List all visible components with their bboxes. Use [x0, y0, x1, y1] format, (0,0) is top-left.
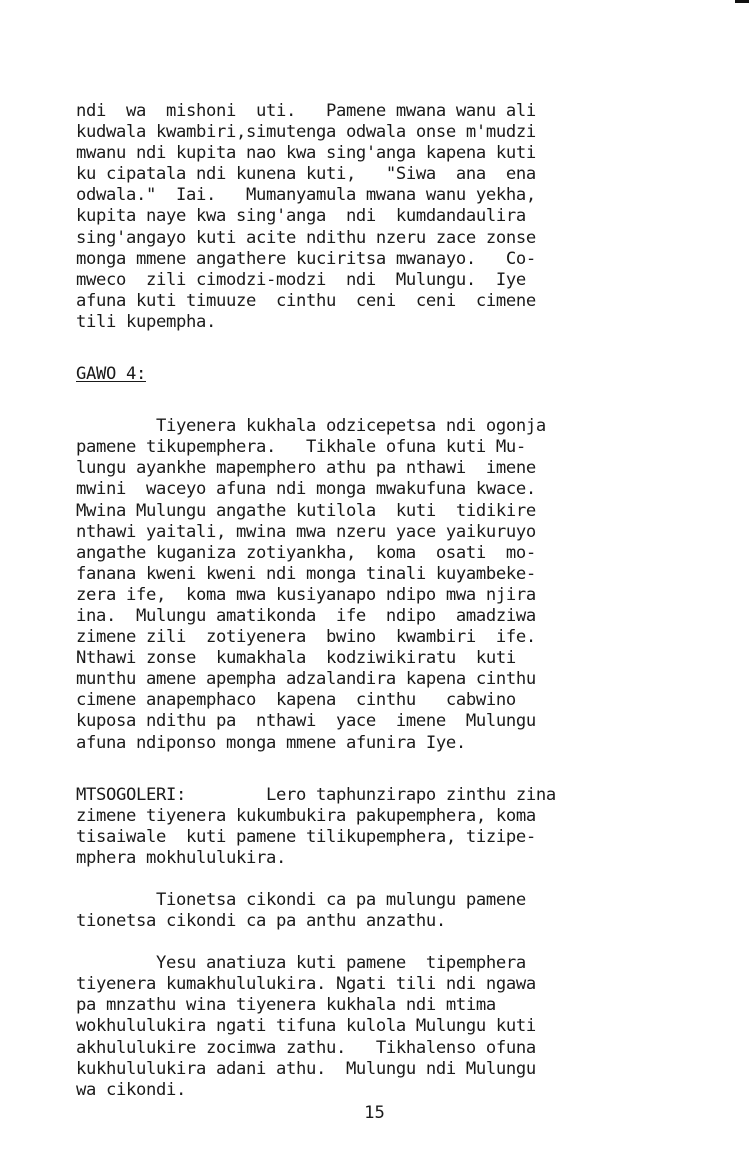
text-line: lungu ayankhe mapemphero athu pa nthawi imene [76, 458, 536, 479]
text-line: angathe kuganiza zotiyankha, koma osati mo- [76, 542, 536, 563]
text-line: kuposa ndithu pa nthawi yace imene Mulungu [76, 711, 536, 732]
text-line: wokhululukira ngati tifuna kulola Mulungu kuti [76, 1016, 536, 1037]
text-line: Tiyenera kukhala odzicepetsa ndi ogonja [76, 416, 546, 437]
paragraph-5 [76, 953, 656, 1101]
document-page [76, 101, 656, 1101]
text-line: afuna ndiponso monga mmene afunira Iye. [76, 732, 466, 753]
text-line: cimene anapemphaco kapena cinthu cabwino [76, 690, 516, 711]
text-line: mweco zili cimodzi-modzi ndi Mulungu. Iye [76, 269, 526, 290]
text-line: sing'angayo kuti acite ndithu nzeru zace zonse [76, 227, 536, 248]
text-line: Tionetsa cikondi ca pa mulungu pamene [76, 890, 526, 910]
text-line: kukhululukira adani athu. Mulungu ndi Mulungu [76, 1058, 536, 1079]
text-line: mwanu ndi kupita nao kwa sing'anga kapena kuti [76, 143, 536, 164]
text-line: MTSOGOLERI: Lero taphunzirapo zinthu zina [76, 784, 556, 805]
text-line: mphera mokhululukira. [76, 847, 286, 868]
text-line: kupita naye kwa sing'anga ndi kumdandaulira [76, 206, 526, 227]
text-line: munthu amene apempha adzalandira kapena cinthu [76, 669, 536, 690]
text-line: tiyenera kumakhululukira. Ngati tili ndi ngawa [76, 974, 536, 995]
text-line: mwini waceyo afuna ndi monga mwakufuna kwace. [76, 479, 536, 500]
text-line: ndi wa mishoni uti. Pamene mwana wanu ali [76, 101, 536, 121]
text-line: odwala." Iai. Mumanyamula mwana wanu yekha, [76, 185, 536, 206]
text-line: ina. Mulungu amatikonda ife ndipo amadziwa [76, 605, 536, 626]
page-edge-mark [735, 0, 749, 3]
paragraph-3 [76, 785, 656, 869]
text-line: fanana kweni kweni ndi monga tinali kuyambeke- [76, 563, 536, 584]
text-line: zera ife, koma mwa kusiyanapo ndipo mwa njira [76, 584, 536, 605]
text-line: pamene tikupemphera. Tikhale ofuna kuti Mu- [76, 437, 526, 458]
text-line: ku cipatala ndi kunena kuti, "Siwa ana ena [76, 164, 536, 185]
text-line: Mwina Mulungu angathe kutilola kuti tidikire [76, 500, 536, 521]
text-line: kudwala kwambiri,simutenga odwala onse m'mudzi [76, 122, 536, 143]
text-line: akhululukire zocimwa zathu. Tikhalenso ofuna [76, 1037, 536, 1058]
text-line: afuna kuti timuuze cinthu ceni ceni cimene [76, 290, 536, 311]
paragraph-4 [76, 890, 656, 932]
text-line: zimene zili zotiyenera bwino kwambiri ife. [76, 627, 536, 648]
page-number: 15 [364, 1103, 385, 1123]
paragraph-1 [76, 101, 656, 333]
text-line: tili kupempha. [76, 311, 216, 332]
text-line: tisaiwale kuti pamene tilikupemphera, tizipe- [76, 826, 536, 847]
text-line: Yesu anatiuza kuti pamene tipemphera [76, 953, 526, 974]
text-line: wa cikondi. [76, 1079, 186, 1100]
text-line: Nthawi zonse kumakhala kodziwikiratu kuti [76, 648, 516, 669]
text-line: zimene tiyenera kukumbukira pakupemphera, koma [76, 805, 536, 826]
text-line: nthawi yaitali, mwina mwa nzeru yace yaikuruyo [76, 521, 536, 542]
text-line: pa mnzathu wina tiyenera kukhala ndi mtima [76, 995, 496, 1016]
text-line: monga mmene angathere kuciritsa mwanayo. Co- [76, 248, 536, 269]
text-line: tionetsa cikondi ca pa anthu anzathu. [76, 911, 446, 932]
paragraph-2 [76, 416, 656, 754]
section-heading: GAWO 4: [76, 364, 146, 385]
